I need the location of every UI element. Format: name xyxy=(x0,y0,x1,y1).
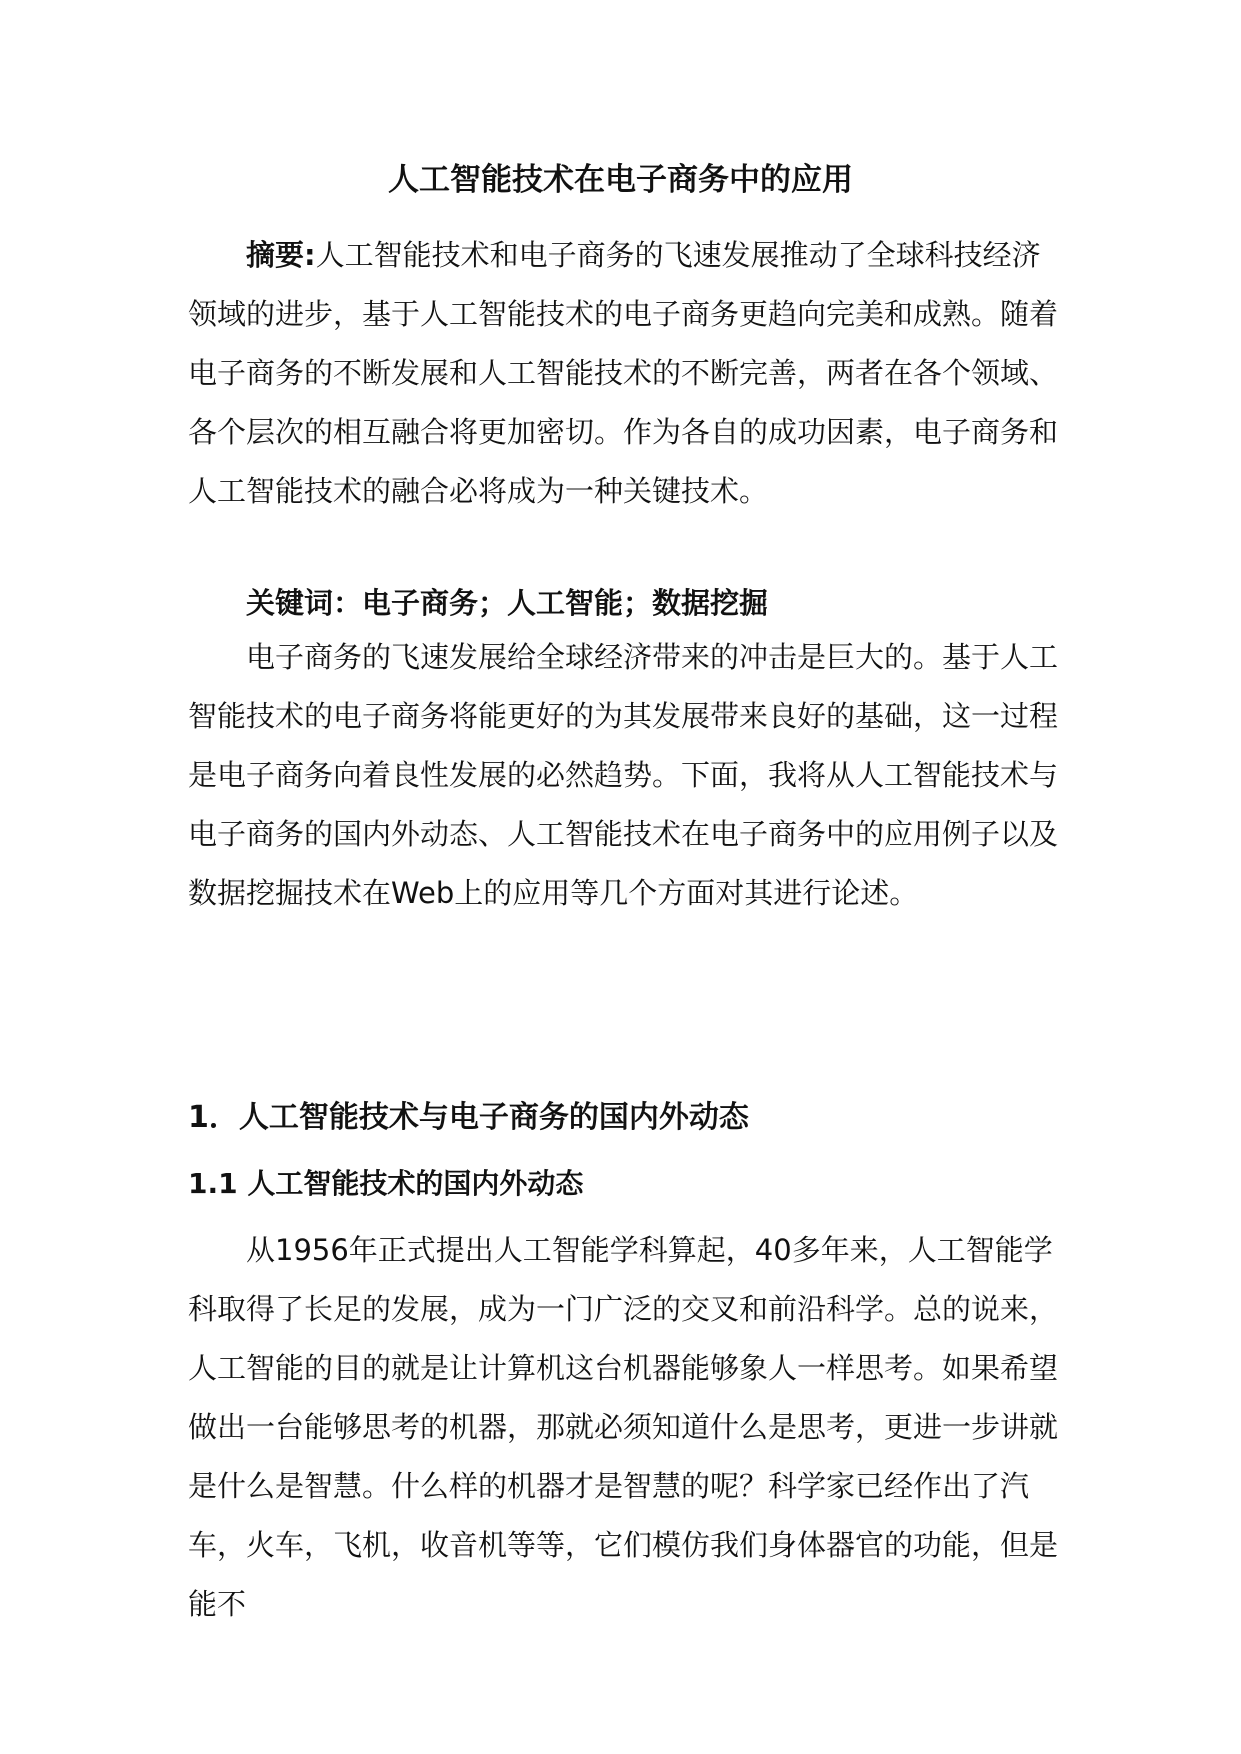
section-1-1-paragraph xyxy=(188,1221,1058,1634)
section-1-heading: 1．人工智能技术与电子商务的国内外动态 xyxy=(188,1100,749,1135)
document-title: 人工智能技术在电子商务中的应用 xyxy=(388,162,853,198)
intro-text: 电子商务的飞速发展给全球经济带来的冲击是巨大的。基于人工智能技术的电子商务将能更好的为其发展带来良好的基础，这一过程是电子商务向着良性发展的必然趋势。下面，我将从人工智能技术与电子商务的国内外动态、人工智能技术在电子商务中的应用例子以及数据挖掘技术在Web上的应用等几个方面对其进行论述。 xyxy=(188,640,1059,910)
keywords-label: 关键词： xyxy=(246,586,363,620)
intro-paragraph xyxy=(188,628,1058,923)
abstract-text: 人工智能技术和电子商务的飞速发展推动了全球科技经济领域的进步，基于人工智能技术的电子商务更趋向完美和成熟。随着电子商务的不断发展和人工智能技术的不断完善，两者在各个领域、各个层次的相互融合将更加密切。作为各自的成功因素，电子商务和人工智能技术的融合必将成为一种关键技术。 xyxy=(188,238,1059,508)
section-1-1-heading: 1.1 人工智能技术的国内外动态 xyxy=(188,1167,584,1200)
abstract-label: 摘要: xyxy=(246,238,316,272)
keywords-line xyxy=(246,583,768,623)
section-1-1-text: 从1956年正式提出人工智能学科算起，40多年来，人工智能学科取得了长足的发展，成为一门广泛的交叉和前沿科学。总的说来，人工智能的目的就是让计算机这台机器能够象人一样思考。如果希望做出一台能够思考的机器，那就必须知道什么是思考，更进一步讲就是什么是智慧。什么样的机器才是智慧的呢？科学家已经作出了汽车，火车，飞机，收音机等等，它们模仿我们身体器官的功能，但是能不 xyxy=(188,1233,1059,1621)
keywords-text: 电子商务；人工智能；数据挖掘 xyxy=(362,586,769,620)
abstract-paragraph xyxy=(188,226,1058,521)
